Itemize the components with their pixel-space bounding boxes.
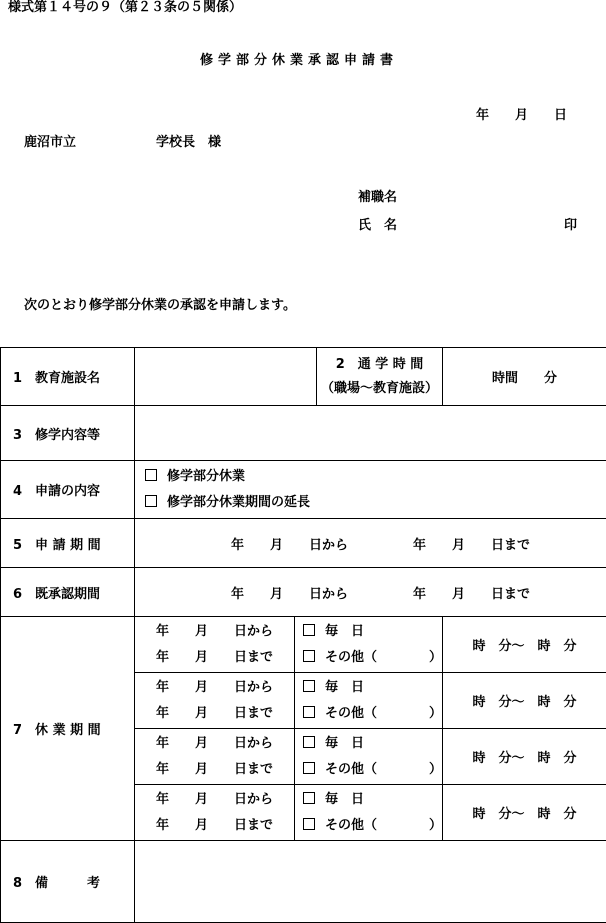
label-remarks: 8 備 考 bbox=[1, 841, 135, 923]
row-institution bbox=[1, 348, 606, 406]
row-approved-period bbox=[1, 568, 606, 617]
seal-label: 印 bbox=[564, 218, 577, 234]
leave-period-group bbox=[1, 617, 606, 673]
option-partial-leave[interactable]: 修学部分休業 bbox=[145, 464, 606, 490]
label-application-period: 5 申 請 期 間 bbox=[1, 519, 135, 568]
addressee-principal: 学校長 様 bbox=[156, 135, 221, 151]
row-application-content bbox=[1, 461, 606, 519]
date-line[interactable]: 年 月 日 bbox=[476, 108, 567, 124]
row-study-content bbox=[1, 406, 606, 461]
leave-days bbox=[295, 673, 443, 729]
commute-label-2: （職場～教育施設） bbox=[317, 377, 442, 401]
leave-days bbox=[295, 785, 443, 841]
leave-dates[interactable]: 年 月 日から 年 月 日まで bbox=[135, 785, 295, 841]
checkbox[interactable] bbox=[303, 650, 315, 662]
leave-time[interactable]: 時 分～ 時 分 bbox=[443, 729, 606, 785]
applicant-name-label: 氏 名 bbox=[358, 218, 397, 234]
leave-dates[interactable]: 年 月 日から 年 月 日まで bbox=[135, 673, 295, 729]
checkbox[interactable] bbox=[145, 495, 157, 507]
other-option[interactable]: その他（ ） bbox=[303, 757, 442, 783]
form-number: 様式第１４号の９（第２３条の５関係） bbox=[8, 0, 242, 16]
leave-time[interactable]: 時 分～ 時 分 bbox=[443, 785, 606, 841]
checkbox[interactable] bbox=[303, 624, 315, 636]
leave-days bbox=[295, 729, 443, 785]
row-application-period bbox=[1, 519, 606, 568]
applicant-post-label: 補職名 bbox=[358, 190, 397, 206]
application-period-value[interactable]: 年 月 日から 年 月 日まで bbox=[135, 519, 606, 568]
checkbox[interactable] bbox=[303, 706, 315, 718]
commute-label bbox=[317, 348, 443, 406]
institution-value[interactable] bbox=[135, 348, 317, 406]
leave-time[interactable]: 時 分～ 時 分 bbox=[443, 617, 606, 673]
checkbox[interactable] bbox=[145, 469, 157, 481]
label-study-content: 3 修学内容等 bbox=[1, 406, 135, 461]
leave-days bbox=[295, 617, 443, 673]
other-option[interactable]: その他（ ） bbox=[303, 645, 442, 671]
remarks-value[interactable] bbox=[135, 841, 606, 923]
checkbox[interactable] bbox=[303, 818, 315, 830]
checkbox[interactable] bbox=[303, 736, 315, 748]
checkbox[interactable] bbox=[303, 792, 315, 804]
every-day-option[interactable]: 毎 日 bbox=[303, 787, 442, 813]
option-extension[interactable]: 修学部分休業期間の延長 bbox=[145, 490, 606, 516]
checkbox[interactable] bbox=[303, 680, 315, 692]
commute-label-1: 2 通 学 時 間 bbox=[317, 353, 442, 377]
row-remarks bbox=[1, 841, 606, 923]
label-leave-period: 7 休 業 期 間 bbox=[1, 617, 135, 841]
every-day-option[interactable]: 毎 日 bbox=[303, 731, 442, 757]
checkbox[interactable] bbox=[303, 762, 315, 774]
every-day-option[interactable]: 毎 日 bbox=[303, 675, 442, 701]
document-title: 修学部分休業承認申請書 bbox=[200, 53, 398, 69]
application-options bbox=[135, 461, 606, 519]
application-table bbox=[0, 347, 606, 923]
label-institution: 1 教育施設名 bbox=[1, 348, 135, 406]
study-content-value[interactable] bbox=[135, 406, 606, 461]
approved-period-value[interactable]: 年 月 日から 年 月 日まで bbox=[135, 568, 606, 617]
every-day-option[interactable]: 毎 日 bbox=[303, 619, 442, 645]
leave-time[interactable]: 時 分～ 時 分 bbox=[443, 673, 606, 729]
leave-dates[interactable]: 年 月 日から 年 月 日まで bbox=[135, 617, 295, 673]
addressee-city: 鹿沼市立 bbox=[24, 135, 76, 151]
label-approved-period: 6 既承認期間 bbox=[1, 568, 135, 617]
leave-dates[interactable]: 年 月 日から 年 月 日まで bbox=[135, 729, 295, 785]
other-option[interactable]: その他（ ） bbox=[303, 701, 442, 727]
commute-value[interactable]: 時間 分 bbox=[443, 348, 606, 406]
other-option[interactable]: その他（ ） bbox=[303, 813, 442, 839]
intro-text: 次のとおり修学部分休業の承認を申請します。 bbox=[24, 298, 296, 314]
label-application-content: 4 申請の内容 bbox=[1, 461, 135, 519]
